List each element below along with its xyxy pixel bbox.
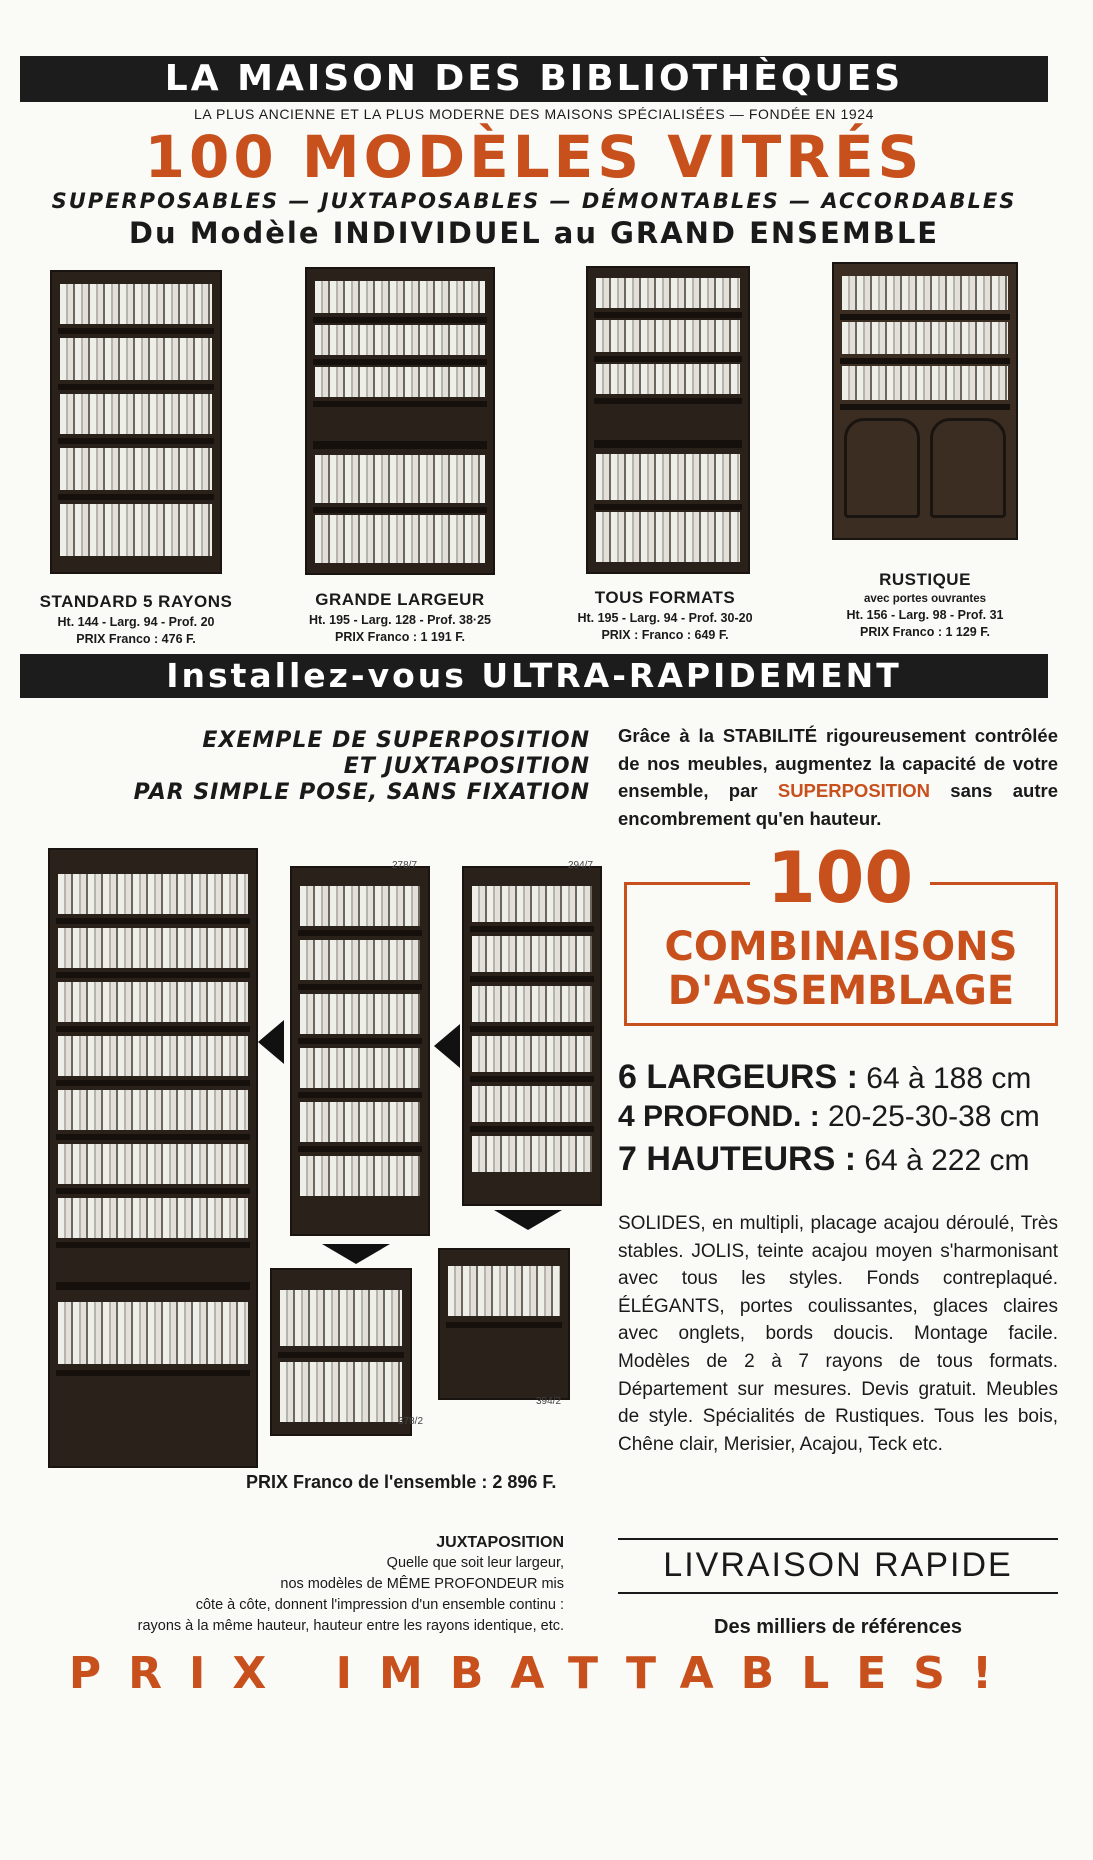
upper-bookcase-278-image <box>290 866 430 1236</box>
caption-grande-largeur-title: GRANDE LARGEUR <box>315 590 485 609</box>
stability-mid: rigoureusement contrôlée de nos meubles, augmentez la capacité de votre ensemble, par <box>618 725 1058 802</box>
header-title: LA MAISON DES BIBLIOTHÈQUES <box>164 58 904 99</box>
caption-tous-formats-dims: Ht. 195 - Larg. 94 - Prof. 30-20 <box>577 611 753 625</box>
stability-paragraph <box>618 722 1058 832</box>
model-number-394: 394/2 <box>536 1396 562 1407</box>
features-line: SUPERPOSABLES — JUXTAPOSABLES — DÉMONTABLES — ACCORDABLES <box>51 189 1017 213</box>
spec-profond <box>618 1100 1040 1134</box>
caption-tous-formats-title: TOUS FORMATS <box>594 588 736 607</box>
header-banner <box>20 56 1048 102</box>
arrow-down-icon <box>322 1244 390 1264</box>
upper-bookcase-294-image <box>462 866 602 1206</box>
delivery-heading: LIVRAISON RAPIDE <box>663 1546 1013 1584</box>
spec-hauteurs <box>618 1140 1029 1179</box>
stability-pre: Grâce à la <box>618 725 723 746</box>
delivery-bottom-rule <box>618 1592 1058 1594</box>
juxtaposition-line-4: rayons à la même hauteur, hauteur entre les rayons identique, etc. <box>137 1618 564 1634</box>
spec-hauteurs-label: 7 HAUTEURS : <box>618 1140 857 1178</box>
juxtaposition-line-1: Quelle que soit leur largeur, <box>386 1555 564 1571</box>
caption-rustique-price: PRIX Franco : 1 129 F. <box>860 625 990 639</box>
spec-profond-value: 20-25-30-38 cm <box>819 1100 1040 1133</box>
banner-ultra-rapidement-text: Installez-vous ULTRA-RAPIDEMENT <box>166 656 902 695</box>
caption-rustique-subtitle: avec portes ouvrantes <box>863 593 987 605</box>
caption-grande-largeur-dims: Ht. 195 - Larg. 128 - Prof. 38·25 <box>308 613 491 627</box>
caption-standard-price: PRIX Franco : 476 F. <box>76 632 196 646</box>
headline: 100 MODÈLES VITRÉS <box>144 123 924 191</box>
combinations-number: 100 <box>750 838 930 918</box>
ensemble-price: PRIX Franco de l'ensemble : 2 896 F. <box>246 1472 557 1492</box>
spec-largeurs-label: 6 LARGEURS : <box>618 1058 858 1096</box>
lower-bookcase-378-image <box>270 1268 412 1436</box>
example-line-2: ET JUXTAPOSITION <box>343 754 590 779</box>
arrow-left-icon <box>434 1024 460 1068</box>
combinations-line-2: D'ASSEMBLAGE <box>667 968 1015 1014</box>
arrow-left-icon <box>258 1020 284 1064</box>
example-line-3: PAR SIMPLE POSE, SANS FIXATION <box>133 780 590 805</box>
arrow-down-icon <box>494 1210 562 1230</box>
stability-bold: STABILITÉ <box>722 725 818 746</box>
juxtaposition-line-2: nos modèles de MÊME PROFONDEUR mis <box>280 1576 564 1592</box>
references-line: Des milliers de références <box>714 1616 962 1638</box>
spec-largeurs-value: 64 à 188 cm <box>857 1062 1032 1095</box>
lower-bookcase-394-image <box>438 1248 570 1400</box>
combinations-line-1: COMBINAISONS <box>664 924 1018 970</box>
caption-standard-dims: Ht. 144 - Larg. 94 - Prof. 20 <box>57 615 215 629</box>
tall-bookcase-image <box>48 848 258 1468</box>
example-line-1: EXEMPLE DE SUPERPOSITION <box>202 728 590 753</box>
spec-hauteurs-value: 64 à 222 cm <box>856 1144 1030 1177</box>
spec-largeurs <box>618 1058 1031 1097</box>
model-number-294: 294/7 <box>568 860 594 871</box>
juxtaposition-line-3: côte à côte, donnent l'impression d'un ensemble continu : <box>195 1597 564 1613</box>
banner-ultra-rapidement <box>20 654 1048 698</box>
bookcase-tous-formats-image <box>586 266 750 574</box>
range-line: Du Modèle INDIVIDUEL au GRAND ENSEMBLE <box>128 216 940 250</box>
caption-grande-largeur-price: PRIX Franco : 1 191 F. <box>335 630 465 644</box>
caption-standard <box>30 592 242 646</box>
model-number-278: 278/7 <box>392 860 418 871</box>
example-heading <box>40 728 590 806</box>
header-subtitle: LA PLUS ANCIENNE ET LA PLUS MODERNE DES MAISONS SPÉCIALISÉES — FONDÉE EN 1924 <box>193 106 875 122</box>
caption-standard-title: STANDARD 5 RAYONS <box>39 592 233 611</box>
bookcase-rustique-image <box>832 262 1018 540</box>
caption-grande-largeur <box>290 590 510 644</box>
caption-rustique <box>815 570 1035 639</box>
juxtaposition-block <box>30 1532 564 1637</box>
description-paragraph: SOLIDES, en multipli, placage acajou déroulé, Très stables. JOLIS, teinte acajou moyen s'harmonisant avec tous les styles. Fonds contreplaqué. ÉLÉGANTS, portes coulissantes, glaces claires avec onglets, bords doucis. Montage facile. Modèles de 2 à 7 rayons de tous formats. Département sur mesures. Devis gratuit. Meubles de style. Spécialités de Rustiques. Tous les bois, Chêne clair, Merisier, Acajou, Teck etc. <box>618 1213 1058 1455</box>
bookcase-standard-image <box>50 270 222 574</box>
caption-rustique-title: RUSTIQUE <box>879 570 971 589</box>
caption-tous-formats-price: PRIX : Franco : 649 F. <box>601 628 729 642</box>
footer-prix-imbattables: PRIX IMBATTABLES! <box>68 1648 1020 1699</box>
caption-tous-formats <box>550 588 780 642</box>
stability-accent: SUPERPOSITION <box>777 780 930 802</box>
stability-post: sans autre encombrement qu'en hauteur. <box>618 780 1058 829</box>
caption-rustique-dims: Ht. 156 - Larg. 98 - Prof. 31 <box>846 608 1004 622</box>
spec-profond-label: 4 PROFOND. : <box>618 1100 820 1133</box>
juxtaposition-title: JUXTAPOSITION <box>436 1534 564 1551</box>
bookcase-grande-largeur-image <box>305 267 495 575</box>
model-number-378: 378/2 <box>398 1416 424 1427</box>
